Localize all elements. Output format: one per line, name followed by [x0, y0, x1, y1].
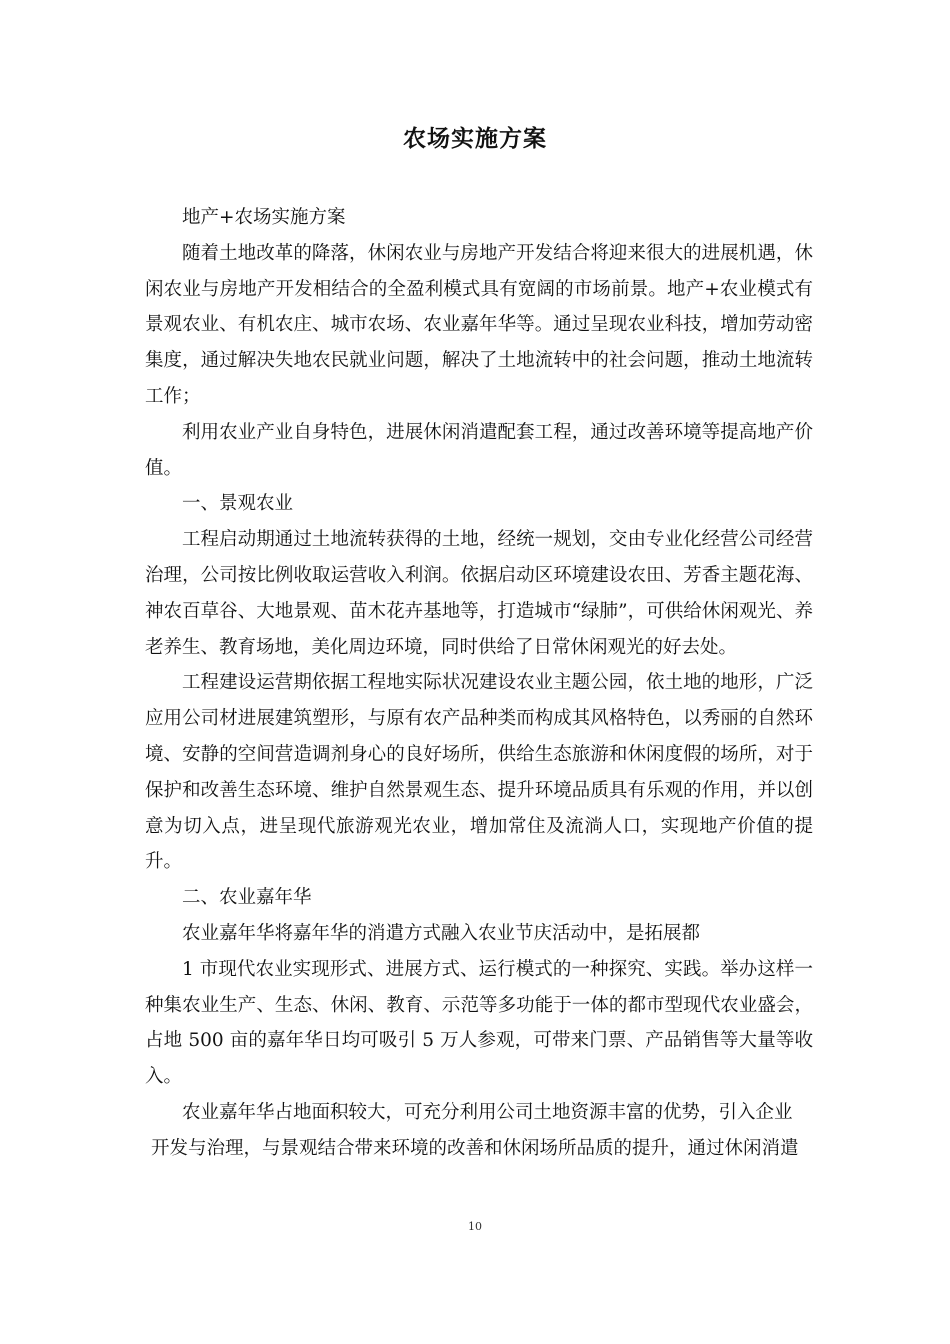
paragraph-landscape-operation: 工程建设运营期依据工程地实际状况建设农业主题公园，依土地的地形，广泛应用公司材进展建筑塑形，与原有农产品种类而构成其风格特色，以秀丽的自然环境、安静的空间营造调剂身心的良好场所，供给生态旅游和休闲度假的场所，对于保护和改善生态环境、维护自然景观生态、提升环境品质具有乐观的作用，并以创意为切入点，进呈现代旅游观光农业，增加常住及流淌人口，实现地产价值的提升。 [145, 672, 813, 873]
paragraph-carnival-detail: 1 市现代农业实现形式、进展方式、运行模式的一种探究、实践。举办这样一种集农业生产、生态、休闲、教育、示范等多功能于一体的都市型现代农业盛会，占地 500 亩的嘉年华日均可吸引 5 万人参观，可带来门票、产品销售等大量等收入。 [145, 958, 813, 1088]
section-heading-landscape: 一、景观农业 [182, 493, 294, 515]
paragraph-value: 利用农业产业自身特色，进展休闲消遣配套工程，通过改善环境等提高地产价值。 [145, 421, 813, 479]
document-title: 农场实施方案 [403, 125, 547, 152]
paragraph-carnival-intro: 农业嘉年华将嘉年华的消遣方式融入农业节庆活动中，是拓展都 [182, 922, 701, 944]
paragraph-intro-heading: 地产+农场实施方案 [182, 207, 346, 228]
paragraph-carnival-continued: 开发与治理，与景观结合带来环境的改善和休闲场所品质的提升，通过休闲消遣 [151, 1137, 799, 1159]
paragraph-carnival-land: 农业嘉年华占地面积较大，可充分利用公司土地资源丰富的优势，引入企业 [182, 1101, 793, 1123]
paragraph-landscape-startup: 工程启动期通过土地流转获得的土地，经统一规划，交由专业化经营公司经营治理，公司按比例收取运营收入利润。依据启动区环境建设农田、芳香主题花海、神农百草谷、大地景观、苗木花卉基地等，打造城市“绿肺”，可供给休闲观光、养老养生、教育场地，美化周边环境，同时供给了日常休闲观光的好去处。 [145, 529, 813, 658]
section-heading-carnival: 二、农业嘉年华 [182, 887, 312, 909]
document-body [145, 200, 813, 1167]
page-number: 10 [468, 1220, 482, 1233]
paragraph-intro: 随着土地改革的降落，休闲农业与房地产开发结合将迎来很大的进展机遇，休闲农业与房地产开发相结合的全盈利模式具有宽阔的市场前景。地产+农业模式有景观农业、有机农庄、城市农场、农业嘉年华等。通过呈现农业科技，增加劳动密集度，通过解决失地农民就业问题，解决了土地流转中的社会问题，推动土地流转工作； [145, 242, 813, 407]
